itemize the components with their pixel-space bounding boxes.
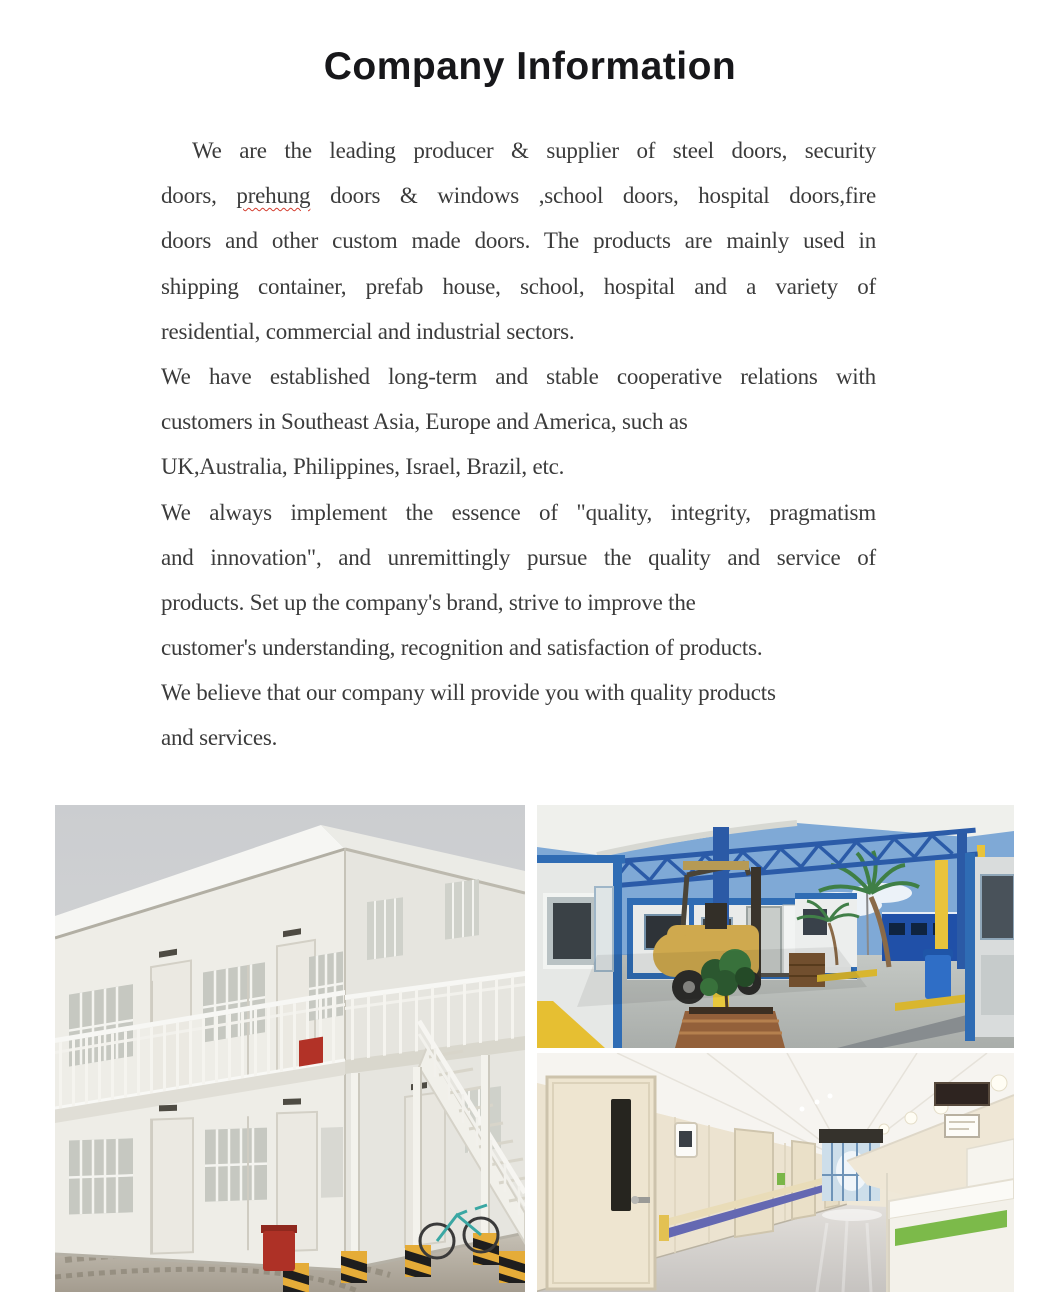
body-line: products. Set up the company's brand, strive to improve the [161,589,696,615]
right-container-wall [965,853,1014,1041]
body-line: We always implement the essence of "quality, integrity, pragmatism [161,499,876,525]
body-line [161,173,876,218]
container-house-photo [55,805,525,1292]
container-yard-photo [537,805,1014,1048]
line-segment: doors, [161,183,237,209]
wall-intercom-panel [675,1123,697,1157]
body-line: shipping container, prefab house, school, hospital and a variety of [161,273,876,299]
led-sign-board [935,1083,989,1105]
fire-extinguisher-cabinet [299,1037,323,1067]
body-line: customers in Southeast Asia, Europe and America, such as [161,409,688,435]
red-trash-bin [261,1225,297,1271]
line-segment: doors & windows ,school doors, hospital doors,fire [310,183,876,209]
body-line: We are the leading producer & supplier of steel doors, security [192,138,876,163]
body-line: customer's understanding, recognition and satisfaction of products. [161,635,763,661]
body-line: and services. [161,725,278,751]
framed-sign [945,1115,979,1137]
body-line: and innovation", and unremittingly pursue the quality and service of [161,544,876,570]
blue-wheelie-bin [923,949,953,999]
body-line: We have established long-term and stable cooperative relations with [161,363,876,389]
misspelled-word: prehung [236,183,311,209]
body-line: doors and other custom made doors. The products are mainly used in [161,228,876,254]
body-line: residential, commercial and industrial sectors. [161,318,575,344]
body-line: UK,Australia, Philippines, Israel, Brazil, etc. [161,454,565,480]
patient-room-door [547,1077,655,1289]
hospital-corridor-photo [537,1053,1014,1292]
body-line: We believe that our company will provide you with quality products [161,680,776,706]
company-description [161,128,876,761]
page-title: Company Information [323,45,737,88]
